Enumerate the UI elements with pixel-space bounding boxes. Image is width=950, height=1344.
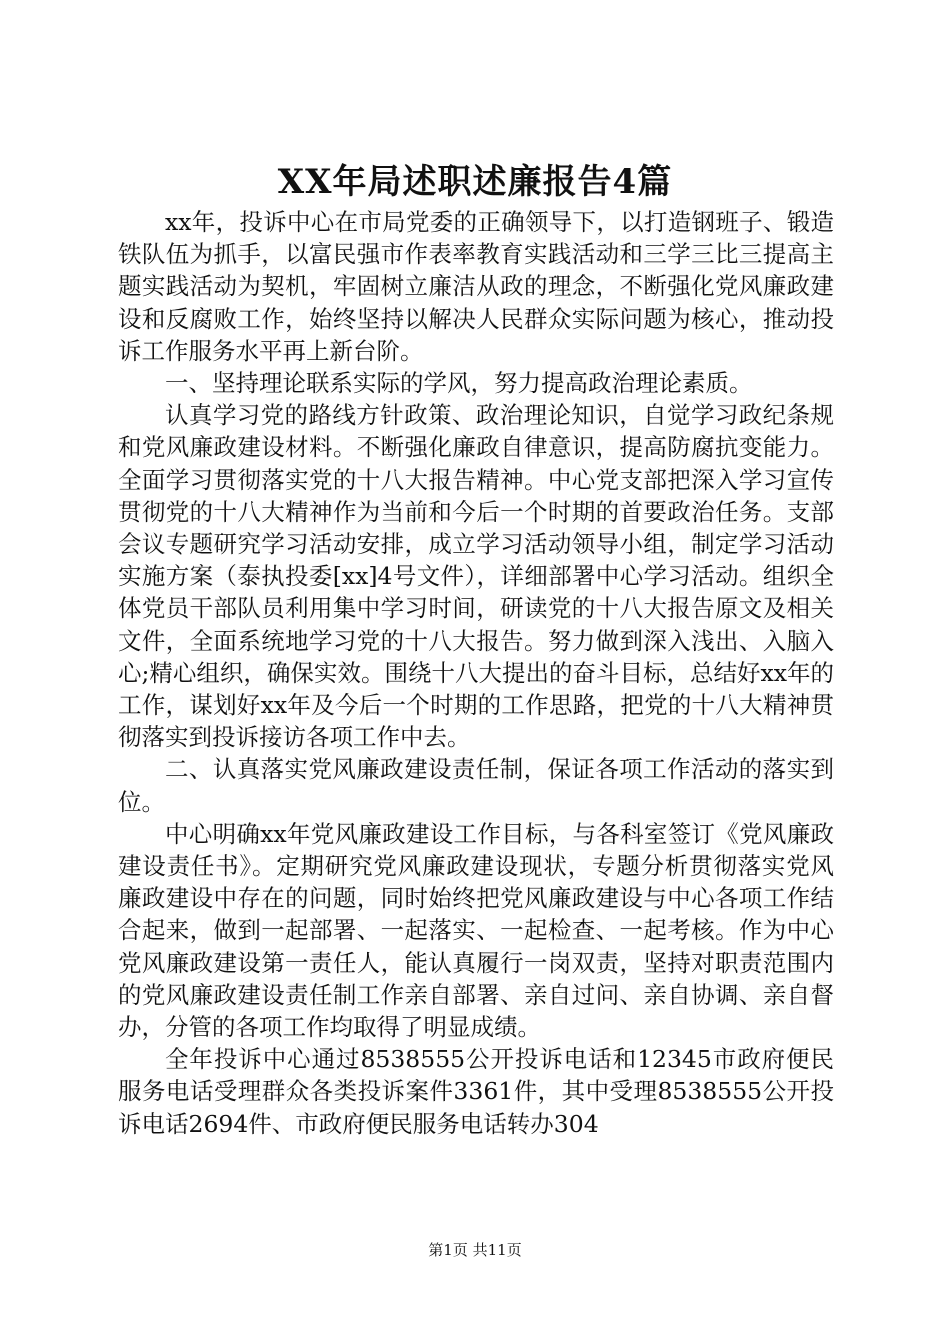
document-title: XX年局述职述廉报告4篇: [277, 162, 673, 202]
paragraph-study: 认真学习党的路线方针政策、政治理论知识，自觉学习政纪条规和党风廉政建设材料。不断强化廉政自律意识，提高防腐抗变能力。全面学习贯彻落实党的十八大报告精神。中心党支部把深入学习宣传贯彻党的十八大精神作为当前和今后一个时期的首要政治任务。支部会议专题研究学习活动安排，成立学习活动领导小组，制定学习活动实施方案（泰执投委[xx]4号文件），详细部署中心学习活动。组织全体党员干部队员利用集中学习时间，研读党的十八大报告原文及相关文件，全面系统地学习党的十八大报告。努力做到深入浅出、入脑入心;精心组织，确保实效。围绕十八大提出的奋斗目标，总结好xx年的工作，谋划好xx年及今后一个时期的工作思路，把党的十八大精神贯彻落实到投诉接访各项工作中去。: [118, 401, 834, 752]
paragraph-responsibility: 中心明确xx年党风廉政建设工作目标，与各科室签订《党风廉政建设责任书》。定期研究党风廉政建设现状，专题分析贯彻落实党风廉政建设中存在的问题，同时始终把党风廉政建设与中心各项工作结合起来，做到一起部署、一起落实、一起检查、一起考核。作为中心党风廉政建设第一责任人，能认真履行一岗双责，坚持对职责范围内的党风廉政建设责任制工作亲自部署、亲自过问、亲自协调、亲自督办，分管的各项工作均取得了明显成绩。: [118, 819, 834, 1042]
paragraph-complaints: 全年投诉中心通过8538555公开投诉电话和12345市政府便民服务电话受理群众各类投诉案件3361件，其中受理8538555公开投诉电话2694件、市政府便民服务电话转办304: [118, 1045, 834, 1138]
paragraph-intro: xx年，投诉中心在市局党委的正确领导下，以打造钢班子、锻造铁队伍为抓手，以富民强市作表率教育实践活动和三学三比三提高主题实践活动为契机，牢固树立廉洁从政的理念，不断强化党风廉政建设和反腐败工作，始终坚持以解决人民群众实际问题为核心，推动投诉工作服务水平再上新台阶。: [118, 208, 834, 365]
page-number: 第1页 共11页: [428, 1241, 522, 1259]
section-heading-2: 二、认真落实党风廉政建设责任制，保证各项工作活动的落实到位。: [118, 755, 834, 816]
document-body: [118, 206, 834, 1140]
section-heading-1: 一、坚持理论联系实际的学风，努力提高政治理论素质。: [165, 369, 753, 398]
